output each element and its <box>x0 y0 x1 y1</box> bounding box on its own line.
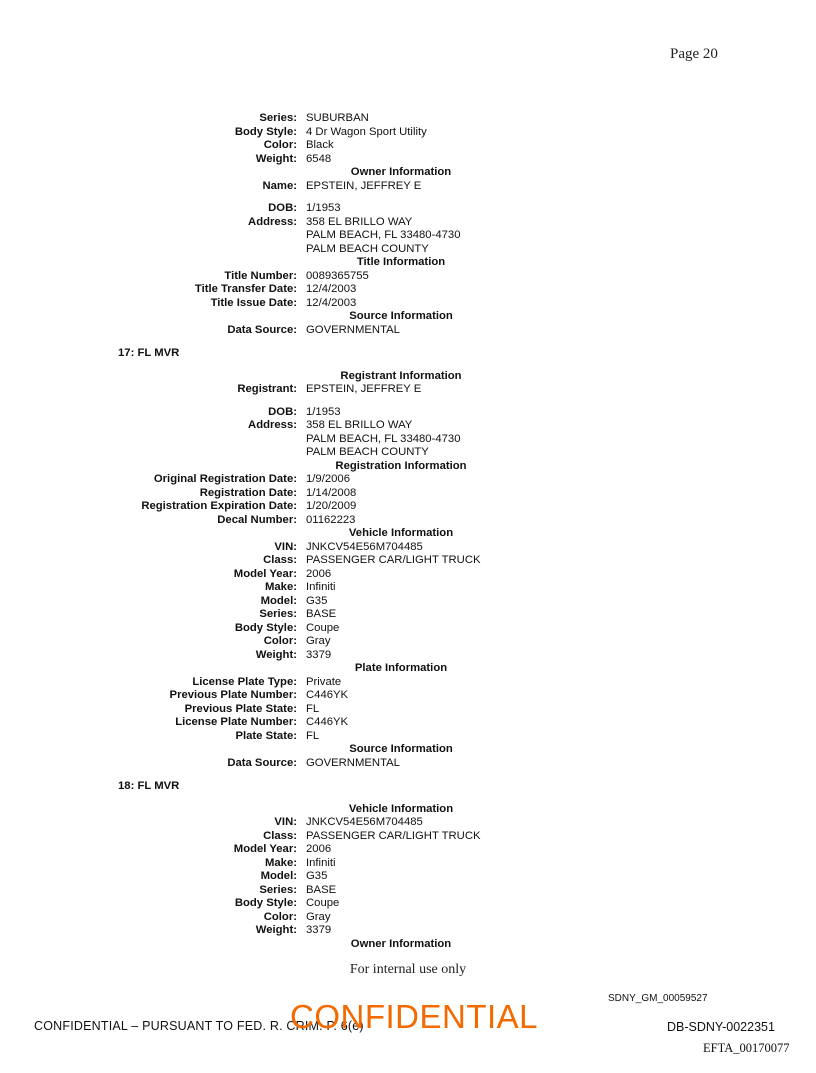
address-line: PALM BEACH, FL 33480-4730 <box>306 432 461 445</box>
field-row <box>0 757 816 771</box>
field-value: 1/20/2009 <box>306 500 357 512</box>
field-row <box>0 730 816 744</box>
field-row <box>0 911 816 925</box>
field-row <box>0 446 816 460</box>
registration-information-header: Registration Information <box>335 459 467 472</box>
field-value: G35 <box>306 870 328 882</box>
field-row <box>0 676 816 690</box>
field-row <box>0 649 816 663</box>
address-line: 358 EL BRILLO WAY <box>306 419 413 431</box>
field-label: Title Issue Date: <box>210 296 297 309</box>
field-row <box>0 180 816 194</box>
field-row <box>0 924 816 938</box>
field-value: 3379 <box>306 924 332 936</box>
address-line: PALM BEACH COUNTY <box>306 242 429 255</box>
field-value: Private <box>306 675 342 688</box>
field-row <box>0 243 816 257</box>
field-label: Previous Plate Number: <box>169 689 297 701</box>
field-row <box>0 202 816 216</box>
field-label: Plate State: <box>235 729 297 742</box>
field-value: Black <box>306 139 334 151</box>
field-label: DOB: <box>268 202 297 214</box>
address-line: PALM BEACH COUNTY <box>306 446 429 458</box>
owner-dob: 1/1953 <box>306 202 341 214</box>
field-row <box>0 622 816 636</box>
field-row <box>0 830 816 844</box>
field-label: Data Source: <box>227 756 297 769</box>
field-label: Registration Date: <box>199 486 297 499</box>
field-row <box>0 112 816 126</box>
field-label: Address: <box>248 215 297 228</box>
field-row <box>0 153 816 167</box>
field-row <box>0 324 816 338</box>
field-label: Model Year: <box>233 843 297 855</box>
field-value: Gray <box>306 635 331 647</box>
field-value: 12/4/2003 <box>306 283 357 295</box>
field-label: Title Number: <box>224 269 297 282</box>
registrant-dob: 1/1953 <box>306 405 341 418</box>
registrant-information-header: Registrant Information <box>340 369 462 382</box>
field-label: Color: <box>263 910 297 923</box>
record-heading <box>0 780 816 794</box>
field-row <box>0 897 816 911</box>
field-label: Registrant: <box>237 383 297 395</box>
field-value: 6548 <box>306 152 332 165</box>
record-heading <box>0 347 816 361</box>
field-row <box>0 884 816 898</box>
record-18-heading: 18: FL MVR <box>118 780 180 792</box>
page-number: Page 20 <box>670 46 718 62</box>
field-row <box>0 635 816 649</box>
field-row <box>0 857 816 871</box>
field-row <box>0 500 816 514</box>
section-header <box>0 743 816 757</box>
field-value: 1/9/2006 <box>306 473 350 485</box>
field-value: BASE <box>306 608 337 620</box>
field-label: Series: <box>259 883 297 896</box>
field-label: Address: <box>248 419 297 431</box>
address-line: 358 EL BRILLO WAY <box>306 215 413 228</box>
field-label: Model Year: <box>233 567 297 580</box>
field-row <box>0 383 816 397</box>
field-value: Coupe <box>306 621 340 634</box>
field-label: Previous Plate State: <box>184 702 297 715</box>
field-value: C446YK <box>306 689 349 701</box>
field-row <box>0 126 816 140</box>
field-value: FL <box>306 729 320 742</box>
field-value: G35 <box>306 594 328 607</box>
vehicle-information-header: Vehicle Information <box>348 527 454 539</box>
field-label: Original Registration Date: <box>153 473 297 485</box>
field-row <box>0 406 816 420</box>
title-information-header: Title Information <box>356 256 446 268</box>
field-label: DOB: <box>268 405 297 418</box>
owner-name: EPSTEIN, JEFFREY E <box>306 179 422 192</box>
field-label: VIN: <box>274 540 297 553</box>
field-value: Infiniti <box>306 581 336 593</box>
field-label: Color: <box>263 635 297 647</box>
field-label: Registration Expiration Date: <box>141 500 297 512</box>
field-label: License Plate Number: <box>175 716 297 728</box>
address-line: PALM BEACH, FL 33480-4730 <box>306 229 461 241</box>
field-label: Weight: <box>255 152 297 165</box>
field-value: 1/14/2008 <box>306 486 357 499</box>
confidential-stamp: CONFIDENTIAL <box>290 998 539 1035</box>
field-label: Class: <box>263 554 297 566</box>
field-row <box>0 270 816 284</box>
field-label: Decal Number: <box>217 513 297 526</box>
section-header <box>0 527 816 541</box>
field-label: License Plate Type: <box>192 675 297 688</box>
field-value: 12/4/2003 <box>306 296 357 309</box>
report-body <box>0 112 816 951</box>
field-value: JNKCV54E56M704485 <box>306 540 423 553</box>
section-header <box>0 310 816 324</box>
field-row <box>0 703 816 717</box>
field-row <box>0 816 816 830</box>
field-label: Color: <box>263 139 297 151</box>
field-label: Name: <box>262 179 297 192</box>
field-value: 2006 <box>306 843 332 855</box>
field-row <box>0 433 816 447</box>
field-row <box>0 568 816 582</box>
field-row <box>0 216 816 230</box>
field-value: C446YK <box>306 716 349 728</box>
field-label: Weight: <box>255 648 297 661</box>
section-header <box>0 938 816 952</box>
field-row <box>0 514 816 528</box>
owner-information-header: Owner Information <box>350 166 452 178</box>
field-row <box>0 689 816 703</box>
field-value: 2006 <box>306 567 332 580</box>
field-value: Infiniti <box>306 856 336 869</box>
field-row <box>0 139 816 153</box>
vehicle-information-header: Vehicle Information <box>348 802 454 815</box>
internal-use-note: For internal use only <box>349 962 467 977</box>
section-header <box>0 460 816 474</box>
field-row <box>0 581 816 595</box>
field-value: 3379 <box>306 648 332 661</box>
field-label: VIN: <box>274 816 297 828</box>
field-value: GOVERNMENTAL <box>306 323 400 336</box>
field-row <box>0 608 816 622</box>
field-row <box>0 283 816 297</box>
field-label: Body Style: <box>234 897 297 909</box>
field-label: Model: <box>260 594 297 607</box>
field-row <box>0 595 816 609</box>
field-value: BASE <box>306 883 337 896</box>
field-row <box>0 843 816 857</box>
field-label: Class: <box>263 829 297 842</box>
field-label: Title Transfer Date: <box>194 283 297 295</box>
field-label: Series: <box>259 112 297 124</box>
confidential-notice: CONFIDENTIAL – PURSUANT TO FED. R. CRIM. P. 6(e) <box>34 1019 364 1033</box>
field-label: Model: <box>260 870 297 882</box>
field-row <box>0 554 816 568</box>
field-label: Make: <box>264 856 297 869</box>
field-label: Body Style: <box>234 125 297 138</box>
field-value: JNKCV54E56M704485 <box>306 816 423 828</box>
field-label: Make: <box>264 581 297 593</box>
field-label: Body Style: <box>234 621 297 634</box>
field-value: SUBURBAN <box>306 112 369 124</box>
section-header <box>0 166 816 180</box>
field-row <box>0 487 816 501</box>
field-value: FL <box>306 702 320 715</box>
bates-number-sdny: SDNY_GM_00059527 <box>608 993 708 1004</box>
field-row <box>0 541 816 555</box>
field-row <box>0 870 816 884</box>
section-header <box>0 256 816 270</box>
field-value: 0089365755 <box>306 269 369 282</box>
section-header <box>0 803 816 817</box>
registrant-name: EPSTEIN, JEFFREY E <box>306 383 422 395</box>
field-value: Coupe <box>306 897 340 909</box>
field-row <box>0 297 816 311</box>
owner-information-header: Owner Information <box>350 937 452 950</box>
field-value: GOVERNMENTAL <box>306 756 400 769</box>
section-header <box>0 662 816 676</box>
efta-number: EFTA_00170077 <box>703 1041 790 1055</box>
source-information-header: Source Information <box>349 310 453 322</box>
field-label: Weight: <box>255 924 297 936</box>
record-17-heading: 17: FL MVR <box>118 347 180 359</box>
field-row <box>0 229 816 243</box>
bates-number-db: DB-SDNY-0022351 <box>667 1020 775 1034</box>
source-information-header: Source Information <box>349 743 453 755</box>
field-value: PASSENGER CAR/LIGHT TRUCK <box>306 554 481 566</box>
field-value: 01162223 <box>306 513 356 526</box>
section-header <box>0 370 816 384</box>
plate-information-header: Plate Information <box>354 662 448 674</box>
field-value: Gray <box>306 910 331 923</box>
field-value: PASSENGER CAR/LIGHT TRUCK <box>306 829 481 842</box>
field-label: Series: <box>259 608 297 620</box>
field-value: 4 Dr Wagon Sport Utility <box>306 125 427 138</box>
field-row <box>0 473 816 487</box>
field-row <box>0 716 816 730</box>
field-row <box>0 419 816 433</box>
field-label: Data Source: <box>227 323 297 336</box>
